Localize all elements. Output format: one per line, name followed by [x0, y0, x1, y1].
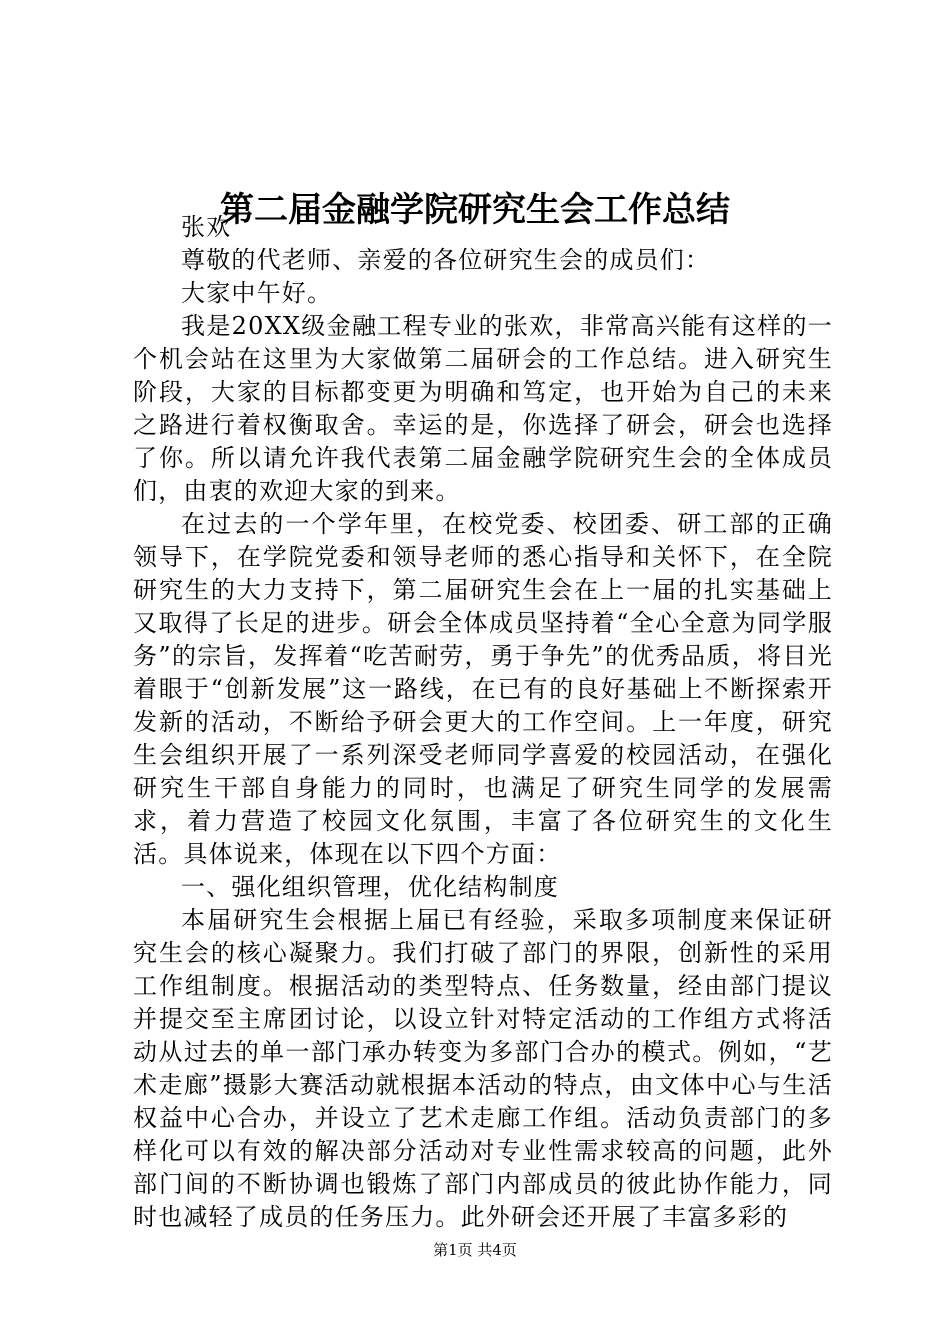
section-heading: 一、强化组织管理，优化结构制度	[181, 873, 559, 901]
page-number: 第1页 共4页	[433, 1241, 517, 1259]
section-paragraph: 本届研究生会根据上届已有经验，采取多项制度来保证研究生会的核心凝聚力。我们打破了部门的界限，创新性的采用工作组制度。根据活动的类型特点、任务数量，经由部门提议并提交至主席团讨论，以设立针对特定活动的工作组方式将活动从过去的单一部门承办转变为多部门合办的模式。例如，“艺术走廊”摄影大赛活动就根据本活动的特点，由文体中心与生活权益中心合办，并设立了艺术走廊工作组。活动负责部门的多样化可以有效的解决部分活动对专业性需求较高的问题，此外部门间的不断协调也锻炼了部门内部成员的彼此协作能力，同时也减轻了成员的任务压力。此外研会还开展了丰富多彩的	[133, 906, 833, 1231]
document-title: 第二届金融学院研究生会工作总结	[220, 190, 730, 230]
body-paragraph: 我是20XX级金融工程专业的张欢，非常高兴能有这样的一个机会站在这里为大家做第二届研会的工作总结。进入研究生阶段，大家的目标都变更为明确和笃定，也开始为自己的未来之路进行着权衡取舍。幸运的是，你选择了研会，研会也选择了你。所以请允许我代表第二届金融学院研究生会的全体成员们，由衷的欢迎大家的到来。	[133, 312, 833, 505]
author-line: 张欢	[181, 213, 232, 241]
greeting-line: 大家中午好。	[181, 279, 333, 307]
document-body	[133, 211, 833, 1234]
salutation-line: 尊敬的代老师、亲爱的各位研究生会的成员们：	[181, 246, 711, 274]
body-paragraph: 在过去的一个学年里，在校党委、校团委、研工部的正确领导下，在学院党委和领导老师的悉心指导和关怀下，在全院研究生的大力支持下，第二届研究生会在上一届的扎实基础上又取得了长足的进步。研会全体成员坚持着“全心全意为同学服务”的宗旨，发挥着“吃苦耐劳，勇于争先”的优秀品质，将目光着眼于“创新发展”这一路线，在已有的良好基础上不断探索开发新的活动，不断给予研会更大的工作空间。上一年度，研究生会组织开展了一系列深受老师同学喜爱的校园活动，在强化研究生干部自身能力的同时，也满足了研究生同学的发展需求，着力营造了校园文化氛围，丰富了各位研究生的文化生活。具体说来，体现在以下四个方面：	[133, 510, 833, 868]
